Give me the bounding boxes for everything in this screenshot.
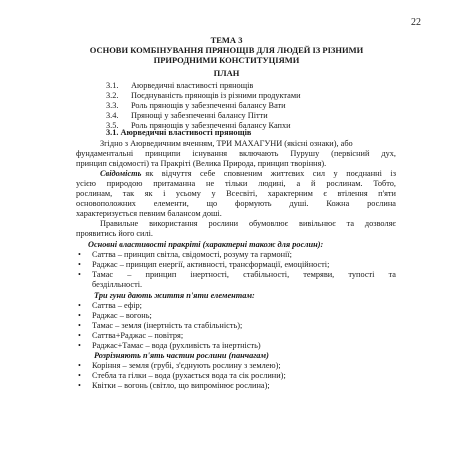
paragraph-line xyxy=(100,169,396,179)
plan-item-text: Поєднуваність прянощів із різними продуктами xyxy=(131,91,301,100)
plan-item xyxy=(106,111,268,121)
list-item: • Раджас+Тамас – вода (рухливість та інертність) xyxy=(78,341,261,350)
page-number: 22 xyxy=(411,17,421,28)
paragraph-line: проявитись його силі. xyxy=(76,229,154,238)
list-item: • Коріння – земля (грубі, з'єднують рослину з землею); xyxy=(78,361,281,370)
plan-item-number: 3.1. xyxy=(106,81,119,90)
plan-item-number: 3.4. xyxy=(106,111,119,120)
title-line: ПРИРОДНИМИ КОНСТИТУЦІЯМИ xyxy=(153,55,300,65)
list-item: • Саттва – принцип світла, свідомості, розуму та гармонії; xyxy=(78,250,292,259)
subheading: Розрізняють п'ять частин рослини (панчагам) xyxy=(94,351,269,360)
list-item: • Стебла та гілки – вода (рухається вода та сік рослини); xyxy=(78,371,286,380)
plan-item xyxy=(106,101,286,111)
paragraph-line: фундаментальні принципи існування включають Пурушу (первісний дух, xyxy=(76,149,396,158)
list-item: • Тамас – земля (інертність та стабільність); xyxy=(78,321,243,330)
list-item: • Тамас – принцип інертності, стабільності, темряви, тупості та xyxy=(78,270,396,279)
plan-heading: ПЛАН xyxy=(213,68,240,78)
paragraph-line: рослинам, так як і усьому у Всесвіті, характерним є втілення п'яти xyxy=(76,189,396,198)
list-item-text: Тамас – принцип інертності, стабільності, темряви, тупості та xyxy=(92,270,396,279)
list-item-text: Квітки – вогонь (світло, що випромінює рослина); xyxy=(92,381,270,390)
plan-item xyxy=(106,91,301,101)
list-item-text: Саттва+Раджас – повітря; xyxy=(92,331,184,340)
plan-item-text: Роль прянощів у забезпеченні балансу Вати xyxy=(131,101,286,110)
list-item: • Саттва+Раджас – повітря; xyxy=(78,331,184,340)
list-item-text: Стебла та гілки – вода (рухається вода та сік рослини); xyxy=(92,371,286,380)
paragraph-line: основоположних елементи, що формують душі. Кожна рослина xyxy=(76,199,396,208)
list-item-text: Раджас – принцип енергії, активності, трансформації, емоційності; xyxy=(92,260,330,269)
plan-item-number: 3.3. xyxy=(106,101,119,110)
subheading: Три гуни дають життя п'яти елементам: xyxy=(94,291,255,300)
plan-item-text: Роль прянощів у забезпеченні балансу Капхи xyxy=(131,121,291,130)
plan-item-text: Аюрведичні властивості прянощів xyxy=(131,81,254,90)
list-item: • Раджас – принцип енергії, активності, трансформації, емоційності; xyxy=(78,260,330,269)
list-item: • Саттва – ефір; xyxy=(78,301,142,310)
title-line: ОСНОВИ КОМБІНУВАННЯ ПРЯНОЩІВ ДЛЯ ЛЮДЕЙ ІЗ РІЗНИМИ xyxy=(89,45,364,55)
list-item: • Квітки – вогонь (світло, що випромінює рослина); xyxy=(78,381,270,390)
list-item-text: Саттва – ефір; xyxy=(92,301,142,310)
plan-item-number: 3.5. xyxy=(106,121,119,130)
paragraph-line: характеризується певним балансом доші. xyxy=(76,209,222,218)
paragraph-line: Згідно з Аюрведичним вченням, ТРИ МАХАГУНИ (якісні ознаки), або xyxy=(100,139,353,148)
paragraph-line: Правильне використання рослини обумовлює вивільнює та дозволяє xyxy=(100,219,396,228)
list-item-text: Раджас+Тамас – вода (рухливість та інертність) xyxy=(92,341,261,350)
list-item-text: Коріння – земля (грубі, з'єднують рослину з землею); xyxy=(92,361,281,370)
plan-item-number: 3.2. xyxy=(106,91,119,100)
paragraph-line: усією природою притаманна не тільки людині, а й рослинам. Тобто, xyxy=(76,179,396,188)
subheading: Основні властивості пракріті (характерні також для рослин): xyxy=(88,240,324,249)
list-item-continuation: безділльності. xyxy=(92,280,143,289)
section-heading: 3.1. Аюрведичні властивості прянощів xyxy=(106,128,252,137)
list-item: • Раджас – вогонь; xyxy=(78,311,152,320)
plan-item xyxy=(106,81,253,91)
topic-label: ТЕМА 3 xyxy=(210,35,243,45)
paragraph-line: принцип свідомості) та Пракріті (Велика Природа, принцип творіння). xyxy=(76,159,327,168)
emphasis-term: Свідомість xyxy=(100,169,142,178)
list-item-text: Тамас – земля (інертність та стабільність); xyxy=(92,321,243,330)
paragraph-text: як відчуття себе сповненим життєвих сил у поєднанні із xyxy=(145,169,396,178)
list-item-text: Саттва – принцип світла, свідомості, розуму та гармонії; xyxy=(92,250,292,259)
list-item-text: Раджас – вогонь; xyxy=(92,311,152,320)
plan-item-text: Прянощі у забезпеченні балансу Пітти xyxy=(131,111,268,120)
